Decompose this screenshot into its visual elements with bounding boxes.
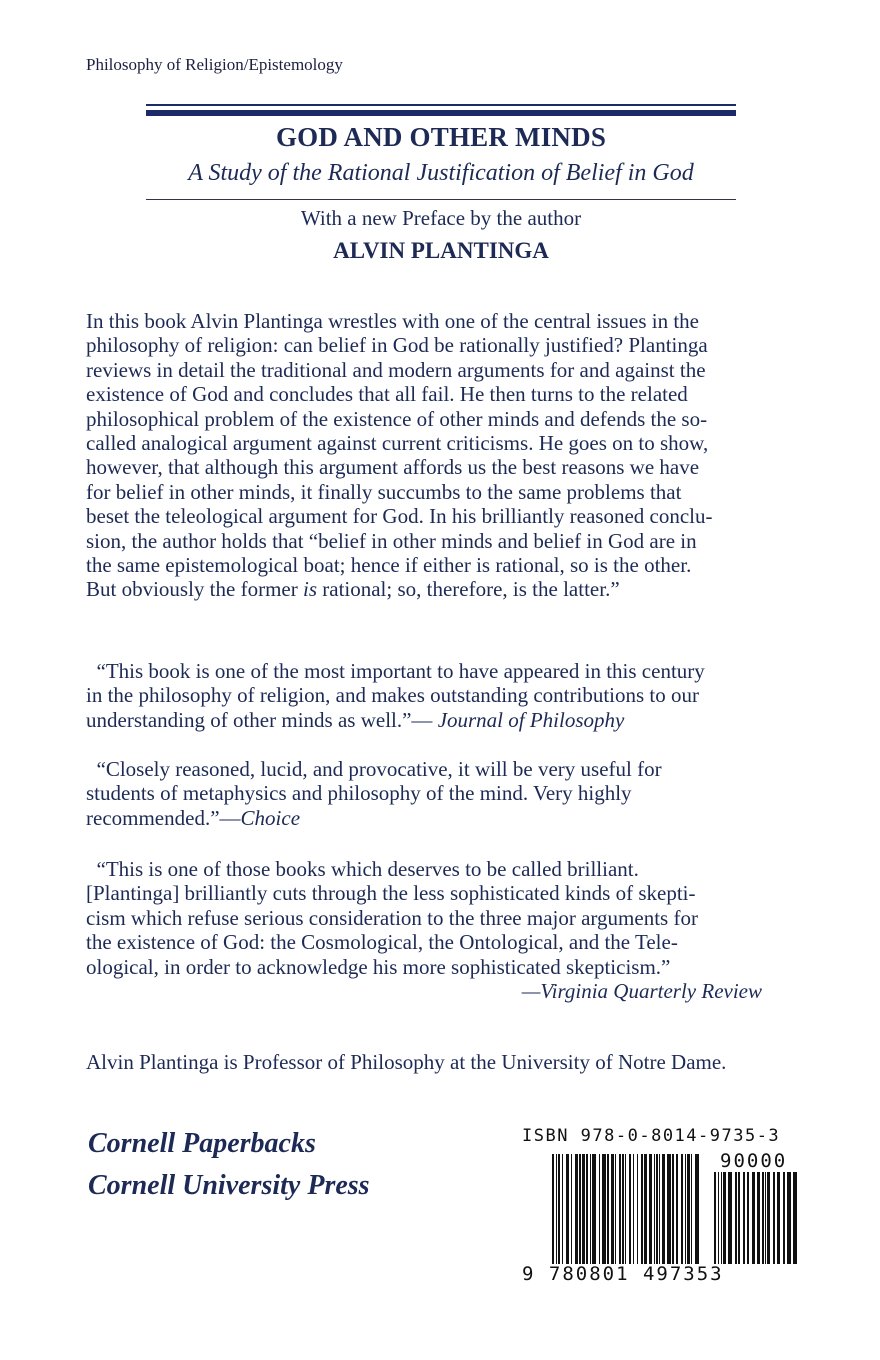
imprint-line: Cornell University Press — [88, 1170, 370, 1201]
barcode-bar — [558, 1154, 560, 1264]
quote-line: the existence of God: the Cosmological, the Ontological, and the Tele- — [86, 930, 678, 955]
text: understanding of other minds as well.”— — [86, 707, 438, 732]
barcode-bar — [619, 1154, 621, 1264]
barcode-bar — [644, 1154, 647, 1264]
imprint-line: Cornell Paperbacks — [88, 1128, 316, 1159]
barcode-bar — [735, 1172, 737, 1264]
text: recommended.”— — [86, 805, 241, 830]
barcode-bar — [695, 1154, 699, 1264]
barcode-bar — [718, 1172, 719, 1264]
barcode-bar — [687, 1154, 690, 1264]
review-quote-2 — [86, 757, 662, 830]
quote-line: ological, in order to acknowledge his more sophisticated skepticism.” — [86, 954, 671, 979]
description-line: for belief in other minds, it finally succumbs to the same problems that — [86, 479, 682, 504]
quote-line: “Closely reasoned, lucid, and provocative, it will be very useful for — [86, 757, 662, 781]
description-line: sion, the author holds that “belief in other minds and belief in God are in — [86, 528, 697, 553]
description — [86, 309, 713, 602]
description-line: however, that although this argument affords us the best reasons we have — [86, 455, 700, 480]
description-line: the same epistemological boat; hence if either is rational, so is the other. — [86, 552, 692, 577]
barcode-bar — [654, 1154, 655, 1264]
barcode-bar — [592, 1154, 596, 1264]
divider-thin — [146, 104, 736, 106]
barcode-bar — [611, 1154, 614, 1264]
barcode-bar — [685, 1154, 686, 1264]
divider-thick — [146, 110, 736, 116]
preface-note: With a new Preface by the author — [300, 206, 582, 230]
barcode-bar — [625, 1154, 626, 1264]
isbn-text: ISBN 978-0-8014-9735-3 — [522, 1126, 781, 1146]
barcode-bar — [777, 1172, 780, 1264]
quote-line: [Plantinga] brilliantly cuts through the less sophisticated kinds of skepti- — [86, 881, 696, 906]
barcode-bar — [637, 1154, 638, 1264]
text: But obviously the former — [86, 577, 303, 602]
description-line: In this book Alvin Plantinga wrestles with one of the central issues in the — [86, 309, 699, 333]
barcode-bar — [659, 1154, 660, 1264]
barcode-bar — [721, 1172, 722, 1264]
publisher-imprint — [88, 1123, 370, 1207]
barcode-bar — [757, 1172, 760, 1264]
barcode-bar — [747, 1172, 749, 1264]
barcode-bar — [793, 1172, 797, 1264]
review-quote-1 — [86, 659, 705, 732]
quote-source: Choice — [240, 805, 301, 830]
price-addon-number: 90000 — [720, 1150, 788, 1172]
barcode-bar — [662, 1154, 665, 1264]
barcode-bar — [629, 1154, 631, 1264]
barcode-bar — [566, 1154, 569, 1264]
barcode-bar — [602, 1154, 606, 1264]
quote-source: —Virginia Quarterly Review — [521, 978, 762, 1003]
barcode-bar — [586, 1154, 588, 1264]
description-line: called analogical argument against current criticisms. He goes on to show, — [86, 430, 709, 455]
description-line: beset the teleological argument for God. In his brilliantly reasoned conclu- — [86, 504, 713, 529]
barcode-bar — [562, 1154, 563, 1264]
book-title: GOD AND OTHER MINDS — [275, 122, 607, 152]
book-subtitle: A Study of the Rational Justification of Belief in God — [188, 160, 694, 186]
barcode-bar — [767, 1172, 770, 1264]
barcode-bar — [672, 1154, 674, 1264]
text: rational; so, therefore, is the latter.” — [317, 577, 620, 602]
barcode-bar — [691, 1154, 692, 1264]
barcode-bar — [615, 1154, 616, 1264]
quote-line: students of metaphysics and philosophy of the mind. Very highly — [86, 781, 632, 806]
category-label: Philosophy of Religion/Epistemology — [86, 55, 343, 74]
barcode-bar — [676, 1154, 678, 1264]
barcode-bar — [738, 1172, 740, 1264]
barcode-bar — [787, 1172, 791, 1264]
author-name: ALVIN PLANTINGA — [333, 238, 549, 263]
barcode-bar — [723, 1172, 726, 1264]
barcode-bar — [633, 1154, 634, 1264]
barcode-bar — [556, 1154, 557, 1264]
description-line: reviews in detail the traditional and modern arguments for and against the — [86, 357, 706, 382]
barcode-bar — [783, 1172, 785, 1264]
ean-number: 9 780801 497353 — [522, 1263, 724, 1285]
quote-line — [86, 806, 662, 830]
review-quote-3 — [86, 857, 762, 1003]
barcode-bar — [714, 1172, 716, 1264]
quote-line: “This book is one of the most important to have appeared in this century — [86, 659, 705, 683]
barcode-bar — [765, 1172, 766, 1264]
barcode-bar — [773, 1172, 775, 1264]
barcode-bar — [752, 1172, 755, 1264]
divider-under-subtitle — [146, 199, 736, 200]
barcode-bar — [641, 1154, 643, 1264]
emphasis: is — [302, 577, 317, 602]
description-line: philosophy of religion: can belief in God be rationally justified? Plantinga — [86, 333, 708, 358]
quote-line: cism which refuse serious consideration to the three major arguments for — [86, 905, 698, 930]
description-line — [86, 577, 713, 601]
barcode-bar — [622, 1154, 624, 1264]
barcode-bar — [656, 1154, 658, 1264]
barcode-bar — [762, 1172, 764, 1264]
quote-source: Journal of Philosophy — [437, 707, 625, 732]
barcode-bar — [599, 1154, 600, 1264]
barcode-bar — [728, 1172, 732, 1264]
barcode-bar — [681, 1154, 683, 1264]
quote-line: in the philosophy of religion, and makes outstanding contributions to our — [86, 683, 700, 708]
barcode-bar — [649, 1154, 652, 1264]
quote-line — [86, 708, 705, 732]
barcode-bar — [743, 1172, 745, 1264]
barcode-bar — [582, 1154, 585, 1264]
barcode-bar — [571, 1154, 572, 1264]
description-line: philosophical problem of the existence of other minds and defends the so- — [86, 406, 708, 431]
barcode-bar — [552, 1154, 554, 1264]
description-line: existence of God and concludes that all fail. He then turns to the related — [86, 382, 688, 407]
barcode-bar — [590, 1154, 591, 1264]
quote-line: “This is one of those books which deserves to be called brilliant. — [86, 857, 639, 881]
barcode-bar — [667, 1154, 671, 1264]
barcode-icon — [540, 1154, 810, 1272]
author-bio: Alvin Plantinga is Professor of Philosophy at the University of Notre Dame. — [86, 1050, 727, 1074]
barcode-bar — [607, 1154, 609, 1264]
barcode-bar — [579, 1154, 581, 1264]
barcode-bar — [575, 1154, 578, 1264]
